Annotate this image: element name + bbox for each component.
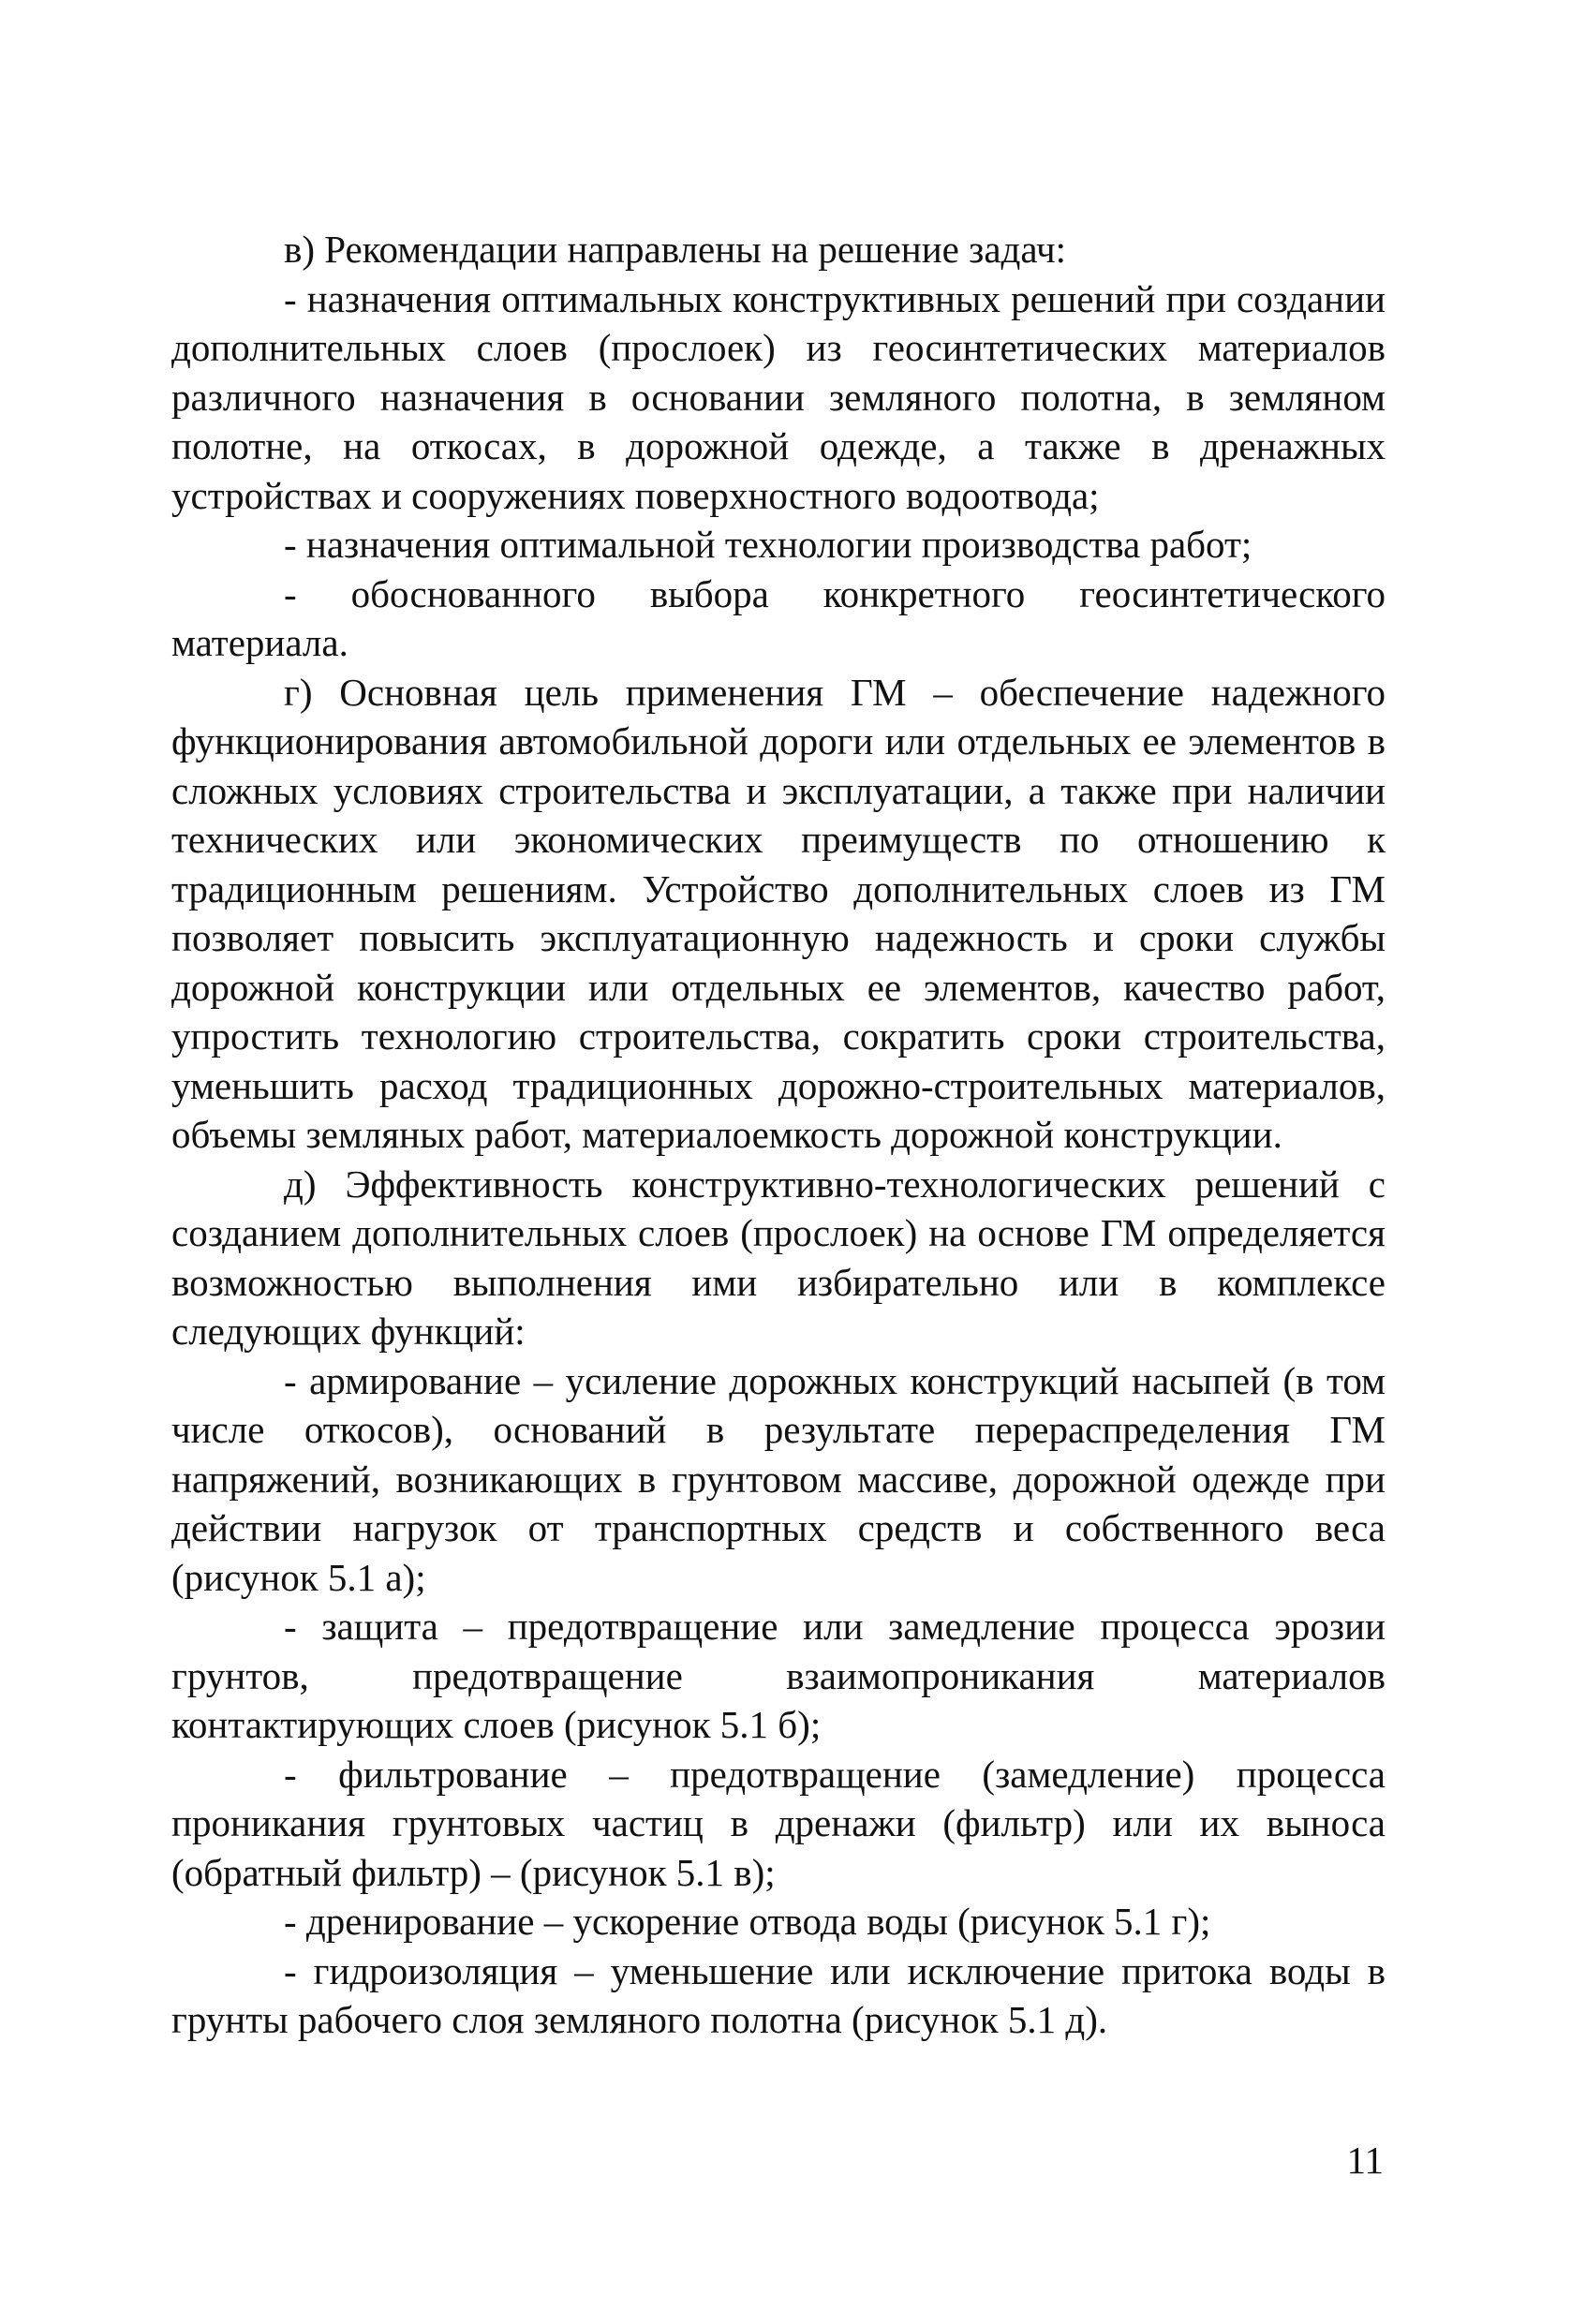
paragraph-function-filtration: - фильтрование – предотвращение (замедление) процесса проникания грунтовых частиц в дренажи (фильтр) или их выноса (обратный фильтр) – (рисунок 5.1 в);: [171, 1752, 1386, 1894]
page-number: 11: [1346, 2139, 1384, 2182]
paragraph-main-goal: г) Основная цель применения ГМ – обеспечение надежного функционирования автомобильной дороги или отдельных ее элементов в сложных условиях строительства и эксплуатации, а также при наличии технических или экономических преимуществ по отношению к традиционным решениям. Устройство дополнительных слоев из ГМ позволяет повысить эксплуатационную надежность и сроки службы дорожной конструкции или отдельных ее элементов, качество работ, упростить технологию строительства, сократить сроки строительства, уменьшить расход традиционных дорожно-строительных материалов, объемы земляных работ, материалоемкость дорожной конструкции.: [171, 670, 1386, 1156]
body-text: [171, 225, 1386, 2045]
paragraph-function-drainage: - дренирование – ускорение отвода воды (рисунок 5.1 г);: [284, 1900, 1211, 1943]
paragraph-list-item-material: - обоснованного выбора конкретного геосинтетического материала.: [171, 571, 1386, 664]
paragraph-effectiveness: д) Эффективность конструктивно-технологических решений с созданием дополнительных слоев (прослоек) на основе ГМ определяется возможностью выполнения ими избирательно или в комплексе следующих функций:: [171, 1162, 1386, 1353]
paragraph-recommendations-intro: в) Рекомендации направлены на решение задач:: [284, 228, 1066, 271]
paragraph-function-waterproofing: - гидроизоляция – уменьшение или исключение притока воды в грунты рабочего слоя земляного полотна (рисунок 5.1 д).: [171, 1948, 1386, 2041]
paragraph-function-protection: - защита – предотвращение или замедление процесса эрозии грунтов, предотвращение взаимопроникания материалов контактирующих слоев (рисунок 5.1 б);: [171, 1605, 1386, 1746]
paragraph-function-reinforcement: - армирование – усиление дорожных конструкций насыпей (в том числе откосов), оснований в результате перераспределения ГМ напряжений, возникающих в грунтовом массиве, дорожной одежде при действии нагрузок от транспортных средств и собственного веса (рисунок 5.1 а);: [171, 1358, 1386, 1599]
paragraph-list-item-technology: - назначения оптимальной технологии производства работ;: [284, 523, 1252, 566]
paragraph-list-item-design: - назначения оптимальных конструктивных решений при создании дополнительных слоев (прослоек) из геосинтетических материалов различного назначения в основании земляного полотна, в земляном полотне, на откосах, в дорожной одежде, а также в дренажных устройствах и сооружениях поверхностного водоотвода;: [171, 276, 1386, 517]
